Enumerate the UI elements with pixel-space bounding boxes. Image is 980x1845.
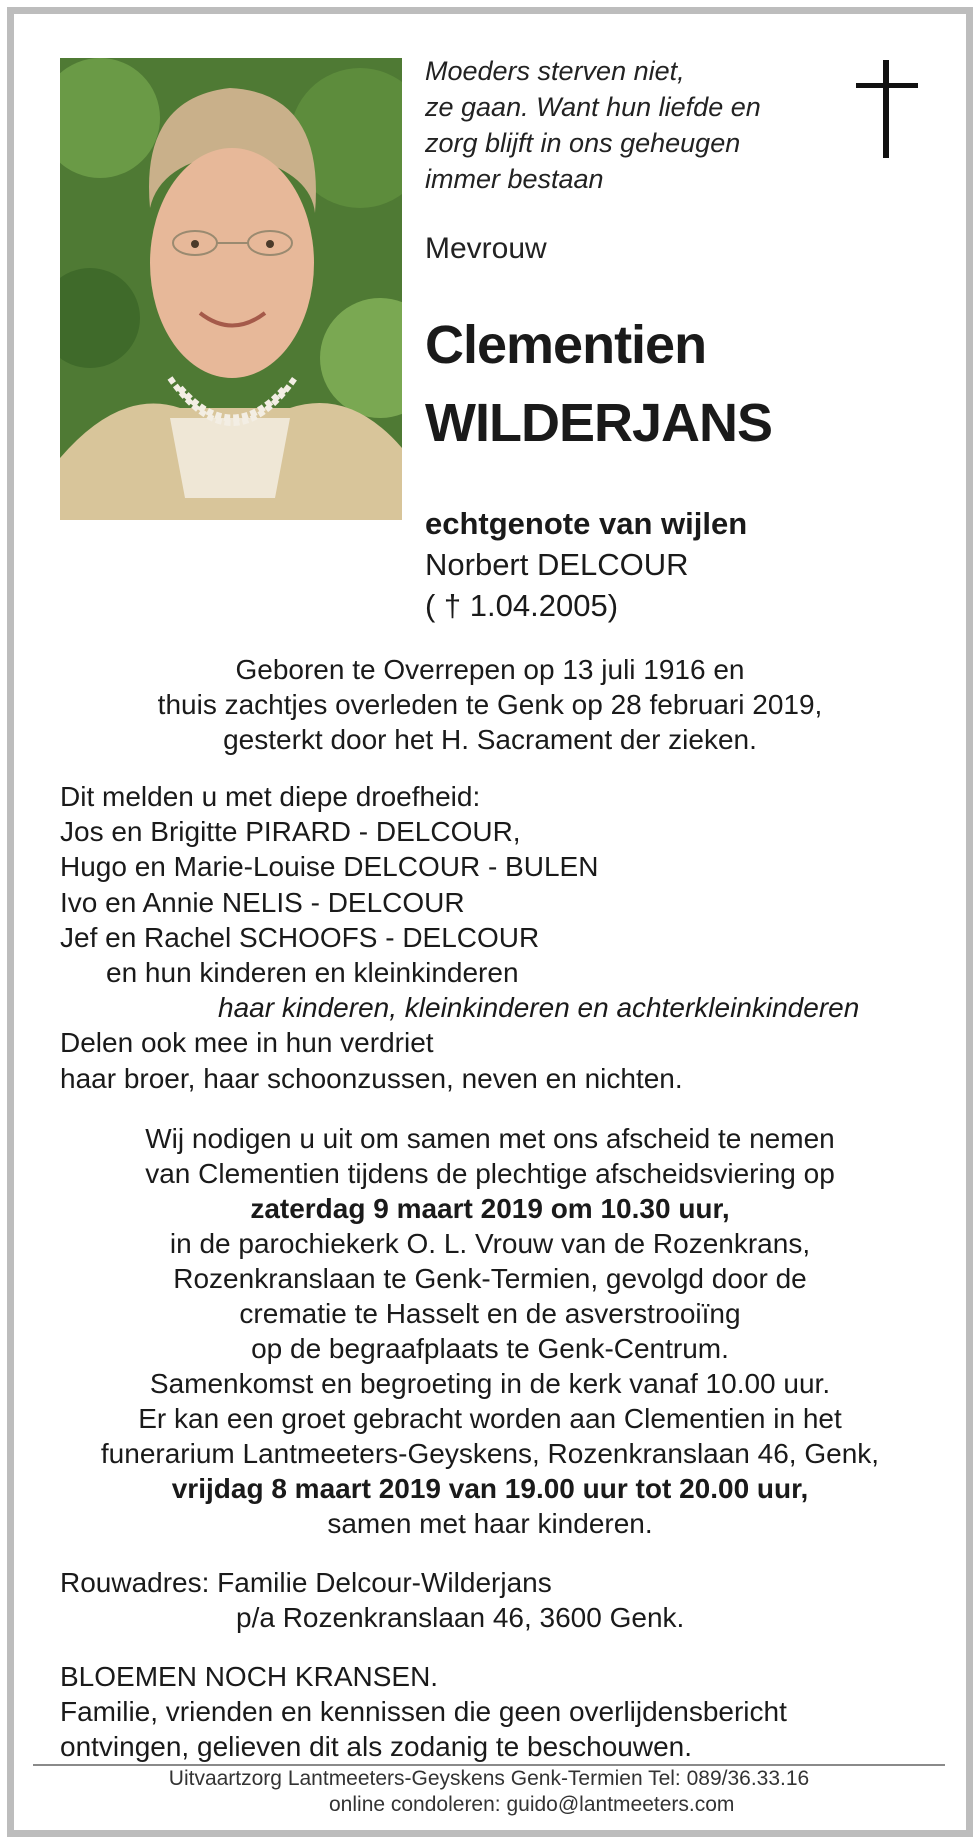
place-line: op de begraafplaats te Genk-Centrum. xyxy=(251,1333,729,1364)
spouse-relation: echtgenote van wijlen xyxy=(425,506,748,541)
birth-line: Geboren te Overrepen op 13 juli 1916 en xyxy=(235,654,745,685)
share-intro: Delen ook mee in hun verdriet xyxy=(60,1027,434,1059)
visit-line: samen met haar kinderen. xyxy=(327,1508,653,1539)
descendants-line: haar kinderen, kleinkinderen en achterkleinkinderen xyxy=(218,992,860,1024)
spouse-name: Norbert DELCOUR xyxy=(425,547,689,582)
address-line: Rouwadres: Familie Delcour-Wilderjans xyxy=(60,1567,552,1598)
family-line: Hugo en Marie-Louise DELCOUR - BULEN xyxy=(60,851,599,883)
visit-line: funerarium Lantmeeters-Geyskens, Rozenkranslaan 46, Genk, xyxy=(100,1438,880,1469)
honorific: Mevrouw xyxy=(425,232,547,265)
mourners-list xyxy=(60,779,940,1096)
portrait-photo xyxy=(60,58,402,520)
spouse-info xyxy=(425,503,747,626)
family-line: Jos en Brigitte PIRARD - DELCOUR, xyxy=(60,816,521,848)
visit-line: Er kan een groet gebracht worden aan Clementien in het xyxy=(138,1403,842,1434)
flowers-notice xyxy=(60,1659,787,1764)
gathering-line: Samenkomst en begroeting in de kerk vanaf 10.00 uur. xyxy=(149,1368,831,1399)
condolence-line: online condoleren: guido@lantmeeters.com xyxy=(329,1793,735,1816)
place-line: in de parochiekerk O. L. Vrouw van de Rozenkrans, xyxy=(169,1228,811,1259)
footer xyxy=(33,1766,945,1818)
motto-line: immer bestaan xyxy=(425,164,604,194)
place-line: crematie te Hasselt en de asverstrooiïng xyxy=(239,1298,741,1329)
family-line: Jef en Rachel SCHOOFS - DELCOUR xyxy=(60,921,540,953)
family-line: Ivo en Annie NELIS - DELCOUR xyxy=(60,886,465,918)
birth-death-notice xyxy=(40,652,940,757)
ceremony-date: zaterdag 9 maart 2019 om 10.30 uur, xyxy=(250,1193,730,1224)
birth-line: gesterkt door het H. Sacrament der zieken. xyxy=(223,724,757,755)
flowers-line: BLOEMEN NOCH KRANSEN. xyxy=(60,1661,439,1692)
relatives-line: haar broer, haar schoonzussen, neven en nichten. xyxy=(60,1062,683,1094)
place-line: Rozenkranslaan te Genk-Termien, gevolgd door de xyxy=(173,1263,807,1294)
mourners-intro: Dit melden u met diepe droefheid: xyxy=(60,781,481,812)
last-name: WILDERJANS xyxy=(425,393,773,453)
deceased-name xyxy=(425,306,772,462)
first-name: Clementien xyxy=(425,315,707,375)
flowers-line: Familie, vrienden en kennissen die geen overlijdensbericht xyxy=(60,1696,787,1727)
birth-line: thuis zachtjes overleden te Genk op 28 februari 2019, xyxy=(157,689,823,720)
invite-line: Wij nodigen u uit om samen met ons afscheid te nemen xyxy=(145,1123,835,1154)
motto-line: ze gaan. Want hun liefde en xyxy=(425,92,761,122)
children-note: en hun kinderen en kleinkinderen xyxy=(106,957,519,989)
funeral-home-line: Uitvaartzorg Lantmeeters-Geyskens Genk-Termien Tel: 089/36.33.16 xyxy=(168,1767,810,1790)
motto-line: zorg blijft in ons geheugen xyxy=(425,128,741,158)
ceremony-details xyxy=(40,1121,940,1541)
cross-icon xyxy=(856,60,918,160)
address-line: p/a Rozenkranslaan 46, 3600 Genk. xyxy=(236,1602,685,1633)
invite-line: van Clementien tijdens de plechtige afscheidsviering op xyxy=(145,1158,835,1189)
flowers-line: ontvingen, gelieven dit als zodanig te beschouwen. xyxy=(60,1731,692,1762)
motto-line: Moeders sterven niet, xyxy=(425,56,685,86)
spouse-death-date: ( † 1.04.2005) xyxy=(425,588,619,623)
mourning-address xyxy=(60,1565,684,1635)
visit-date: vrijdag 8 maart 2019 van 19.00 uur tot 20.00 uur, xyxy=(171,1473,809,1504)
motto xyxy=(425,53,845,197)
